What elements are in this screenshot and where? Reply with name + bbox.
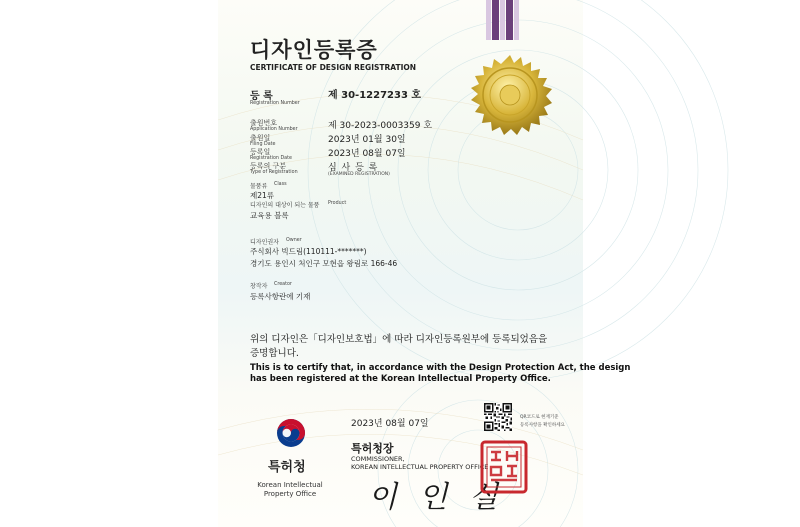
office-name-ko: 특허청 xyxy=(268,460,306,475)
ribbon-right xyxy=(506,0,513,40)
commissioner-signature: 이 인 실 xyxy=(368,480,505,515)
class-label-en: Class xyxy=(274,182,287,187)
application-number: 제 30-2023-0003359 호 xyxy=(328,121,433,131)
registration-date: 2023년 08월 07일 xyxy=(328,149,406,159)
certificate-title-en: CERTIFICATE OF DESIGN REGISTRATION xyxy=(250,63,417,72)
ribbon-right-edge xyxy=(514,0,519,40)
application-label-en: Application Number xyxy=(250,127,298,132)
owner-label-en: Owner xyxy=(286,238,302,243)
certificate-document xyxy=(218,0,631,527)
commissioner-en-line1: COMMISSIONER, xyxy=(351,455,405,463)
statement-en-line2: has been registered at the Korean Intellectual Property Office. xyxy=(250,374,551,384)
product-value: 교육용 블록 xyxy=(250,211,289,220)
registration-label-en: Registration Number xyxy=(250,101,300,106)
ribbon-left-edge xyxy=(486,0,491,40)
filing-date-label-en: Filing Date xyxy=(250,142,276,147)
application-label: 출원번호 xyxy=(250,119,278,127)
ribbon-center xyxy=(500,0,505,40)
product-label: 디자인의 대상이 되는 물품 xyxy=(250,202,320,209)
gold-seal-icon xyxy=(468,55,552,139)
registration-number: 제 30-1227233 호 xyxy=(328,90,422,101)
kipo-logo-icon xyxy=(276,418,306,448)
registration-type-en: (EXAMINED REGISTRATION) xyxy=(328,172,390,177)
creator-value: 등록사항란에 기재 xyxy=(250,292,311,301)
product-label-en: Product xyxy=(328,201,347,206)
commissioner-en-line2: KOREAN INTELLECTUAL PROPERTY OFFICE xyxy=(351,463,489,471)
issue-date: 2023년 08월 07일 xyxy=(351,419,429,429)
office-name-en-line2: Property Office xyxy=(263,490,317,498)
office-name-en-line1: Korean Intellectual xyxy=(257,481,323,489)
registration-type-label-en: Type of Registration xyxy=(250,170,298,175)
qr-code-icon xyxy=(484,403,512,431)
statement-ko-line1: 위의 디자인은「디자인보호법」에 따라 디자인등록원부에 등록되었음을 xyxy=(250,334,548,345)
owner-label: 디자인권자 xyxy=(250,239,279,246)
statement-ko-line2: 증명합니다. xyxy=(250,348,299,359)
registration-type: 심 사 등 록 xyxy=(328,163,379,173)
owner-address: 경기도 용인시 처인구 모현읍 왕림로 166-46 xyxy=(250,259,398,268)
registration-label: 등 록 xyxy=(250,91,273,102)
registration-date-label-en: Registration Date xyxy=(250,156,292,161)
owner-name: 주식회사 빅드림(110111-*******) xyxy=(250,247,367,256)
creator-label: 창작자 xyxy=(250,283,268,290)
class-label: 물품류 xyxy=(250,183,268,190)
qr-note-line1: QR코드로 현재기준 xyxy=(520,415,559,420)
ribbon-left xyxy=(492,0,499,40)
certificate-title: 디자인등록증 xyxy=(250,38,378,62)
commissioner-title: 특허청장 xyxy=(351,442,394,455)
registration-date-label: 등록일 xyxy=(250,148,271,156)
statement-en-line1: This is to certify that, in accordance with the Design Protection Act, the design xyxy=(250,363,631,373)
registration-type-label: 등록의 구분 xyxy=(250,162,287,170)
filing-date: 2023년 01월 30일 xyxy=(328,135,406,145)
class-value: 제21류 xyxy=(250,191,275,200)
qr-note-line2: 등록사항을 확인하세요 xyxy=(520,423,565,428)
official-stamp-icon xyxy=(480,440,528,494)
filing-date-label: 출원일 xyxy=(250,134,271,142)
creator-label-en: Creator xyxy=(274,282,292,287)
